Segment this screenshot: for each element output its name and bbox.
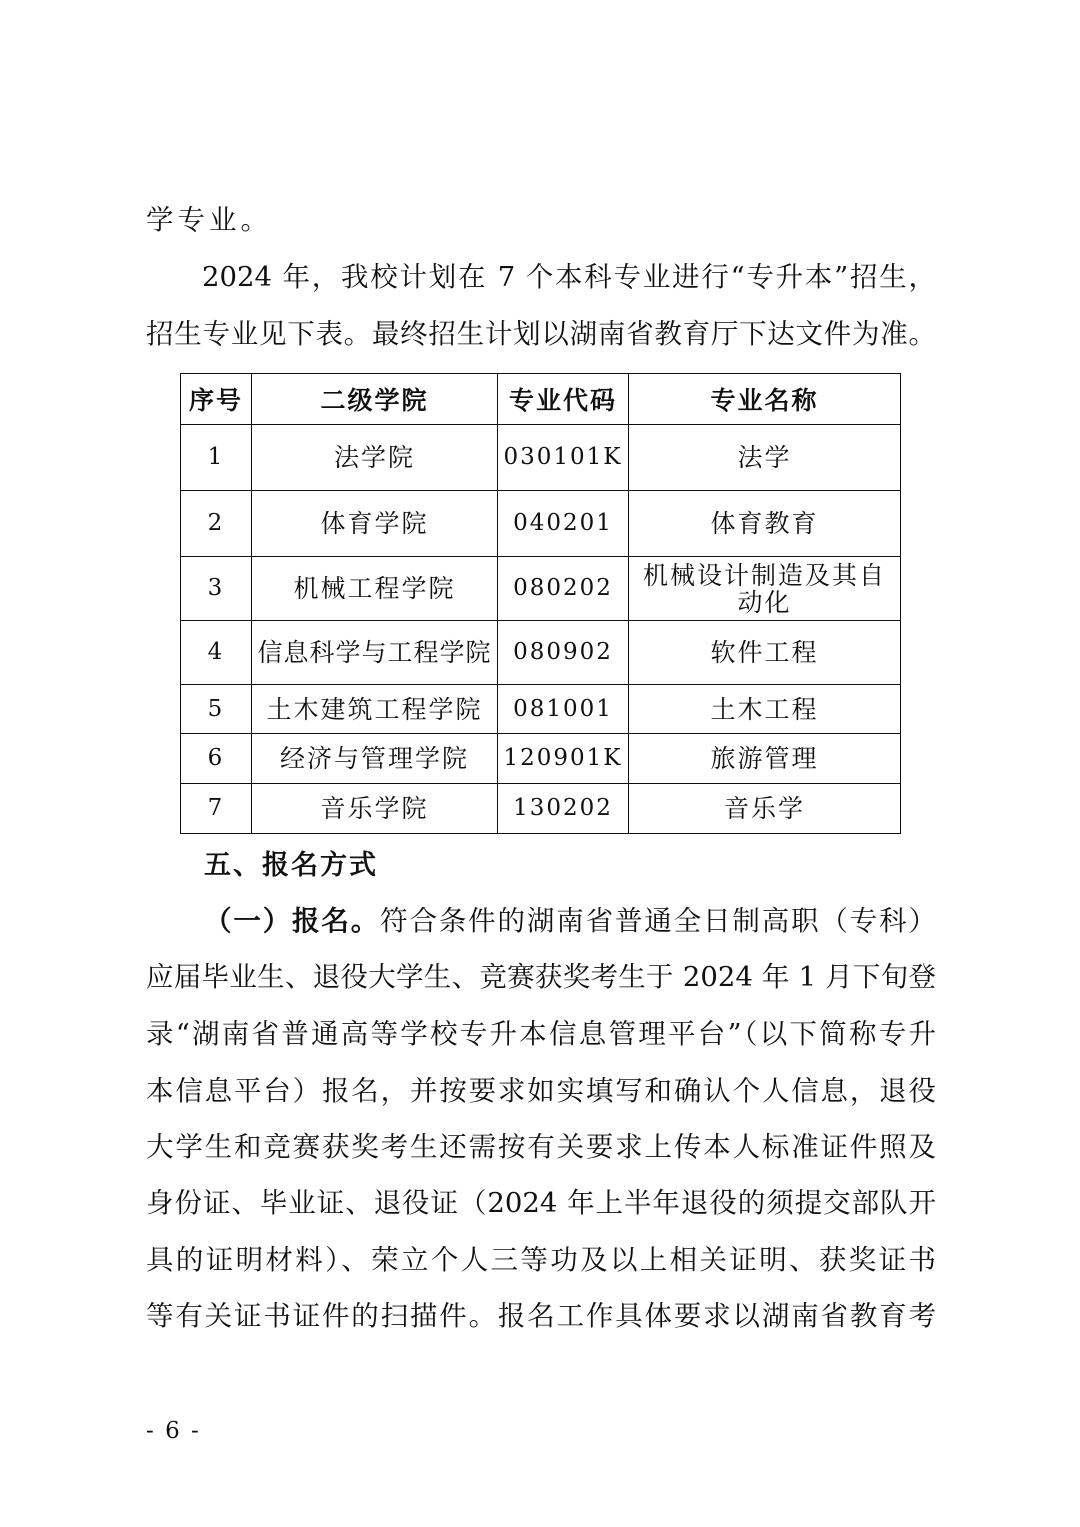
section-heading: 五、报名方式 [204,850,378,881]
table-row [181,784,901,834]
row-major-name: 体育教育 [629,491,901,557]
row-major-code: 120901K [498,734,629,784]
row-index: 1 [181,425,252,491]
page-number: - 6 - [146,1418,201,1444]
row-major-code: 130202 [498,784,629,834]
row-major-name: 旅游管理 [629,734,901,784]
row-index: 3 [181,557,252,621]
row-index: 7 [181,784,252,834]
row-college: 机械工程学院 [252,557,498,621]
row-index: 6 [181,734,252,784]
row-college: 法学院 [252,425,498,491]
row-index: 5 [181,685,252,734]
row-major-name: 机械设计制造及其自动化 [629,557,901,621]
row-college: 土木建筑工程学院 [252,685,498,734]
header-index: 序号 [181,374,252,425]
row-major-name: 土木工程 [629,685,901,734]
table-row [181,734,901,784]
section-line-3: 录“湖南省普通高等学校专升本信息管理平台”（以下简称专升 [146,1018,936,1050]
section-line-1 [204,903,936,939]
section-line-5: 大学生和竞赛获奖考生还需按有关要求上传本人标准证件照及 [146,1131,936,1163]
intro-line-2: 2024 年，我校计划在 7 个本科专业进行“专升本”招生， [202,261,936,293]
row-major-name: 软件工程 [629,621,901,685]
table-header-row [181,374,901,425]
row-index: 2 [181,491,252,557]
table-row [181,425,901,491]
section-line-2: 应届毕业生、退役大学生、竞赛获奖考生于 2024 年 1 月下旬登 [146,961,936,993]
section-line-4: 本信息平台）报名，并按要求如实填写和确认个人信息，退役 [146,1075,936,1107]
intro-line-1: 学专业。 [146,204,272,236]
row-major-code: 040201 [498,491,629,557]
header-college: 二级学院 [252,374,498,425]
section-line-6: 身份证、毕业证、退役证（2024 年上半年退役的须提交部队开 [146,1187,936,1219]
row-major-name: 法学 [629,425,901,491]
table-row [181,491,901,557]
majors-table [180,373,901,834]
row-college: 体育学院 [252,491,498,557]
row-major-code: 080902 [498,621,629,685]
row-college: 经济与管理学院 [252,734,498,784]
section-line-1-text: 符合条件的湖南省普通全日制高职（专科） [380,905,936,937]
row-college: 音乐学院 [252,784,498,834]
row-college: 信息科学与工程学院 [252,621,498,685]
intro-line-3: 招生专业见下表。最终招生计划以湖南省教育厅下达文件为准。 [146,318,936,350]
section-lead: （一）报名。 [204,905,381,937]
row-major-code: 080202 [498,557,629,621]
table-row [181,557,901,621]
table-row [181,685,901,734]
header-major-code: 专业代码 [498,374,629,425]
table-row [181,621,901,685]
row-index: 4 [181,621,252,685]
row-major-code: 030101K [498,425,629,491]
row-major-code: 081001 [498,685,629,734]
header-major-name: 专业名称 [629,374,901,425]
section-line-8: 等有关证书证件的扫描件。报名工作具体要求以湖南省教育考 [146,1300,936,1332]
section-line-7: 具的证明材料）、荣立个人三等功及以上相关证明、获奖证书 [146,1244,936,1276]
row-major-name: 音乐学 [629,784,901,834]
